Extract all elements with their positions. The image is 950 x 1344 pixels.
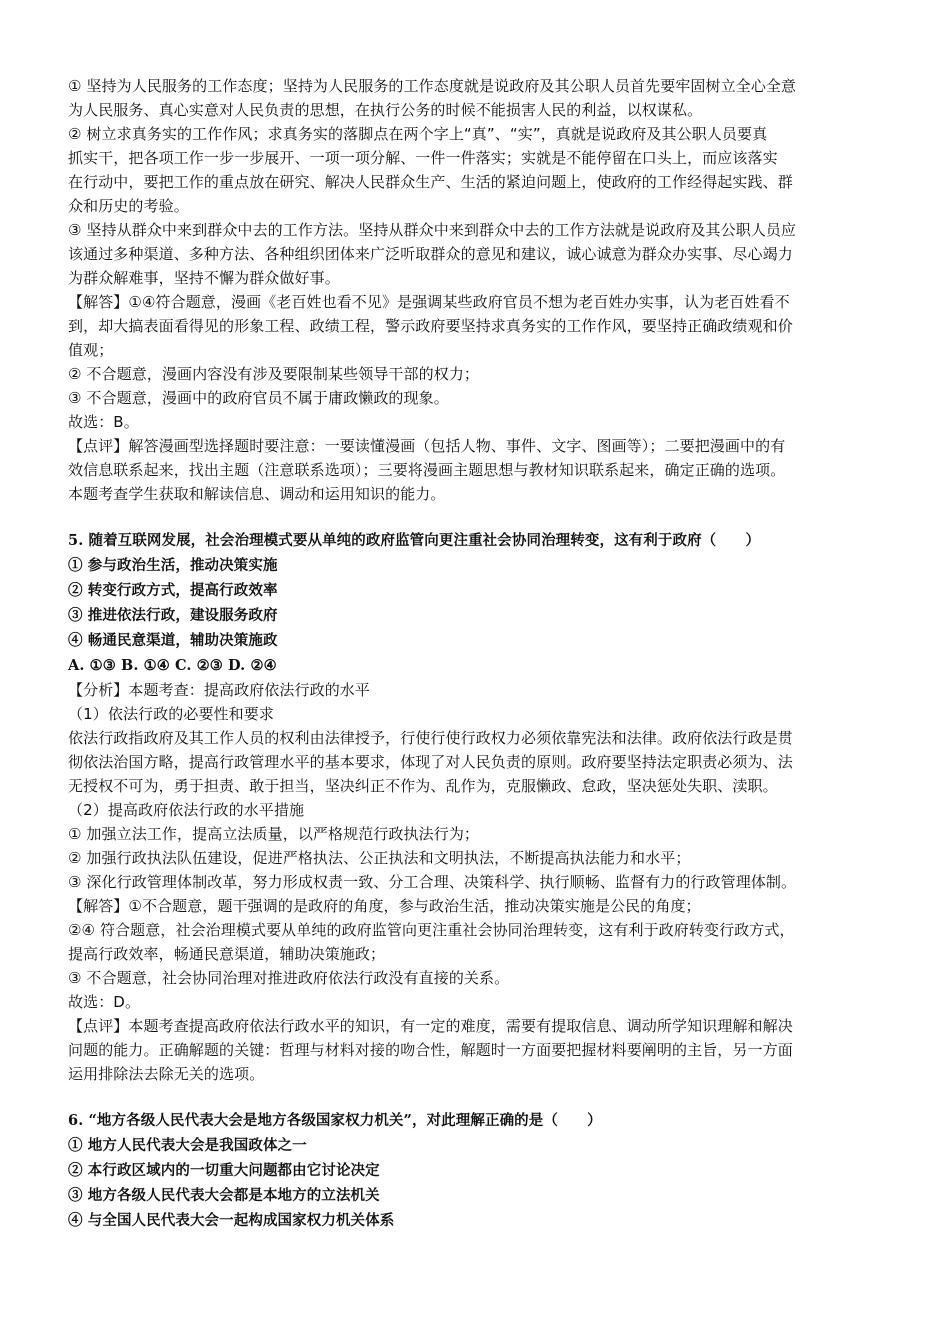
text-line: 该通过多种渠道、多种方法、各种组织团体来广泛听取群众的意见和建议，诚心诚意为群众办实事、尽心竭力 xyxy=(68,245,793,263)
text-line: 为群众解难事，坚持不懈为群众做好事。 xyxy=(68,269,340,287)
text-line: 抓实干，把各项工作一步一步展开、一项一项分解、一件一件落实；实就是不能停留在口头上，而应该落实 xyxy=(68,149,778,167)
text-line: （1）依法行政的必要性和要求 xyxy=(68,705,274,723)
question-option: ② 转变行政方式，提高行政效率 xyxy=(68,582,278,599)
text-line: 运用排除法去除无关的选项。 xyxy=(68,1065,265,1083)
text-line: ③ 不合题意，漫画中的政府官员不属于庸政懒政的现象。 xyxy=(68,389,449,407)
text-line: 值观； xyxy=(68,341,114,359)
analysis-line: 【分析】本题考查：提高政府依法行政的水平 xyxy=(68,681,371,699)
text-line: 无授权不可为，勇于担责、敢于担当，坚决纠正不作为、乱作为，克服懒政、怠政，坚决惩处失职、渎职。 xyxy=(68,777,778,795)
question-option: ④ 与全国人民代表大会一起构成国家权力机关体系 xyxy=(68,1212,395,1229)
text-line: ① 加强立法工作，提高立法质量，以严格规范行政执法行为； xyxy=(68,825,480,843)
text-line: 众和历史的考验。 xyxy=(68,197,189,215)
text-line: 本题考查学生获取和解读信息、调动和运用知识的能力。 xyxy=(68,485,446,503)
text-line: 彻依法治国方略，提高行政管理水平的基本要求，体现了对人民负责的原则。政府要坚持法定职责必须为、法 xyxy=(68,753,793,771)
text-line: ③ 深化行政管理体制改革，努力形成权责一致、分工合理、决策科学、执行顺畅、监督有力的行政管理体制。 xyxy=(68,873,797,891)
text-line: ② 不合题意，漫画内容没有涉及要限制某些领导干部的权力； xyxy=(68,365,480,383)
question-option: ① 地方人民代表大会是我国政体之一 xyxy=(68,1137,307,1154)
answer-line: 【解答】①不合题意，题干强调的是政府的角度，参与政治生活，推动决策实施是公民的角度； xyxy=(68,897,701,915)
text-line: 在行动中，要把工作的重点放在研究、解决人民群众生产、生活的紧迫问题上，使政府的工作经得起实践、群 xyxy=(68,173,793,191)
answer-line: 【解答】①④符合题意，漫画《老百姓也看不见》是强调某些政府官员不想为老百姓办实事，认为老百姓看不 xyxy=(68,293,790,311)
question-option: ① 参与政治生活，推动决策实施 xyxy=(68,557,278,574)
text-line: 到，却大搞表面看得见的形象工程、政绩工程，警示政府要坚持求真务实的工作作风，要坚持正确政绩观和价 xyxy=(68,317,793,335)
selected-answer: 故选：D。 xyxy=(68,993,141,1011)
question-option: ④ 畅通民意渠道，辅助决策施政 xyxy=(68,632,278,649)
text-line: ③ 不合题意，社会协同治理对推进政府依法行政没有直接的关系。 xyxy=(68,969,510,987)
answer-block-q4 xyxy=(68,74,890,506)
question-stem: 6. “地方各级人民代表大会是地方各级国家权力机关”，对此理解正确的是（ ） xyxy=(68,1112,602,1129)
question-option: ③ 地方各级人民代表大会都是本地方的立法机关 xyxy=(68,1187,380,1204)
text-line: 问题的能力。正确解题的关键：哲理与材料对接的吻合性，解题时一方面要把握材料要阐明的主旨，另一方面 xyxy=(68,1041,793,1059)
question-option: ③ 推进依法行政，建设服务政府 xyxy=(68,607,278,624)
comment-line: 【点评】本题考查提高政府依法行政水平的知识，有一定的难度，需要有提取信息、调动所学知识理解和解决 xyxy=(68,1017,793,1035)
text-line: ②④ 符合题意，社会治理模式要从单纯的政府监管向更注重社会协同治理转变，这有利于政府转变行政方式， xyxy=(68,921,795,939)
text-line: （2）提高政府依法行政的水平措施 xyxy=(68,801,305,819)
text-line: ② 树立求真务实的工作作风；求真务实的落脚点在两个字上“真”、“实”，真就是说政府及其公职人员要真 xyxy=(68,125,768,143)
text-line: 依法行政指政府及其工作人员的权利由法律授予，行使行使行政权力必须依靠宪法和法律。政府依法行政是贯 xyxy=(68,729,793,747)
question-5 xyxy=(68,528,890,1086)
text-line: ① 坚持为人民服务的工作态度；坚持为人民服务的工作态度就是说政府及其公职人员首先要牢固树立全心全意 xyxy=(68,77,797,95)
question-option: ② 本行政区域内的一切重大问题都由它讨论决定 xyxy=(68,1162,380,1179)
text-line: 为人民服务、真心实意对人民负责的思想，在执行公务的时候不能损害人民的利益，以权谋私。 xyxy=(68,101,703,119)
question-stem: 5. 随着互联网发展，社会治理模式要从单纯的政府监管向更注重社会协同治理转变，这有利于政府（ ） xyxy=(68,532,761,549)
text-line: ③ 坚持从群众中来到群众中去的工作方法。坚持从群众中来到群众中去的工作方法就是说政府及其公职人员应 xyxy=(68,221,797,239)
document-page xyxy=(68,74,890,1233)
comment-line: 【点评】解答漫画型选择题时要注意：一要读懂漫画（包括人物、事件、文字、图画等）；二要把漫画中的有 xyxy=(68,437,786,455)
selected-answer: 故选：B。 xyxy=(68,413,139,431)
text-line: 效信息联系起来，找出主题（注意联系选项）；三要将漫画主题思想与教材知识联系起来，确定正确的选项。 xyxy=(68,461,786,479)
text-line: 提高行政效率，畅通民意渠道，辅助决策施政； xyxy=(68,945,386,963)
question-6 xyxy=(68,1108,890,1233)
answer-choices: A. ①③ B. ①④ C. ②③ D. ②④ xyxy=(68,657,277,674)
text-line: ② 加强行政执法队伍建设，促进严格执法、公正执法和文明执法，不断提高执法能力和水平； xyxy=(68,849,691,867)
